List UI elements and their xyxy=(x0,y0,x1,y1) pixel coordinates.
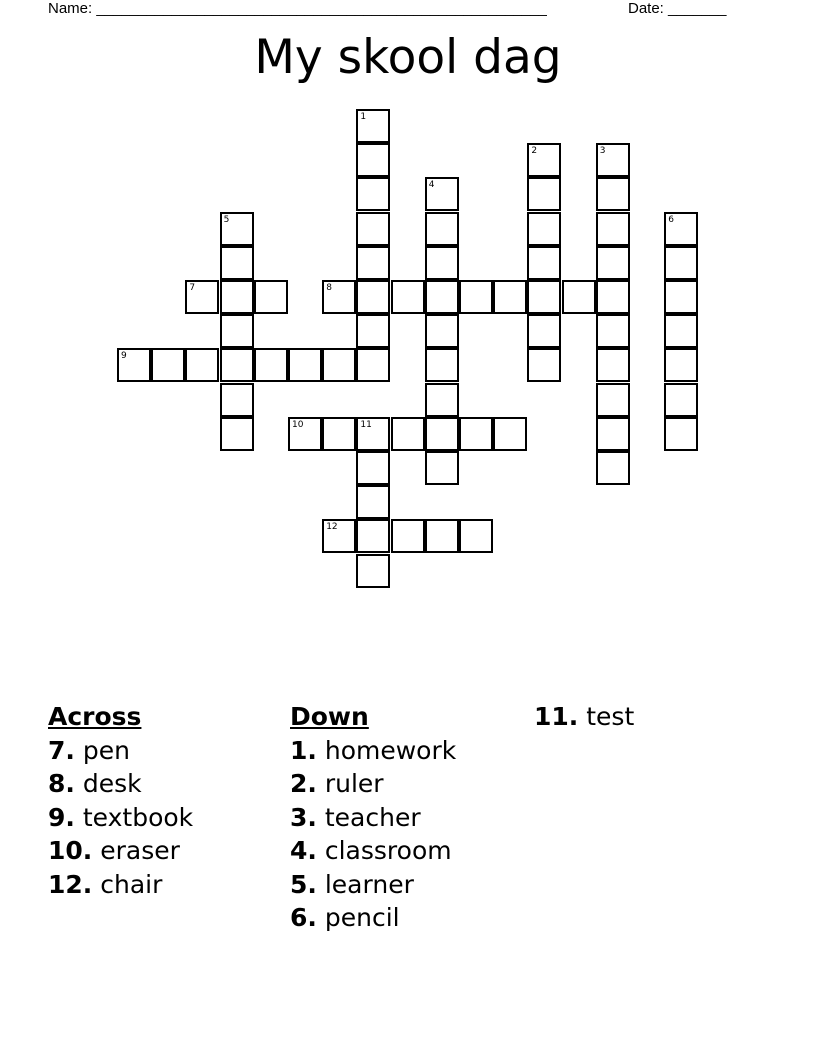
grid-cell[interactable] xyxy=(459,519,493,553)
grid-cell[interactable] xyxy=(493,280,527,314)
clue-number: 1 xyxy=(360,112,367,122)
clue-number: 12 xyxy=(326,522,338,533)
grid-cell[interactable] xyxy=(322,280,356,314)
grid-cell[interactable] xyxy=(596,314,630,348)
grid-cell[interactable] xyxy=(185,348,219,382)
across-clues xyxy=(48,700,193,901)
clue-number: 3 xyxy=(599,146,606,157)
grid-cell[interactable] xyxy=(117,348,151,382)
clue-number: 6 xyxy=(668,214,674,225)
grid-cell[interactable] xyxy=(596,212,630,246)
grid-cell[interactable] xyxy=(425,417,459,451)
grid-cell[interactable] xyxy=(527,143,561,177)
grid-cell[interactable] xyxy=(527,348,561,382)
grid-cell[interactable] xyxy=(322,348,356,382)
grid-cell[interactable] xyxy=(425,451,459,485)
grid-cell[interactable] xyxy=(356,280,390,314)
clue-number: 11 xyxy=(360,419,372,430)
clue-item: 2. ruler xyxy=(290,769,384,798)
grid-cell[interactable] xyxy=(664,246,698,280)
clue-item: 8. desk xyxy=(48,769,142,798)
grid-cell[interactable] xyxy=(596,417,630,451)
grid-cell[interactable] xyxy=(425,246,459,280)
grid-cell[interactable] xyxy=(596,280,630,314)
grid-cell[interactable] xyxy=(664,383,698,417)
grid-cell[interactable] xyxy=(425,314,459,348)
clue-number: 5 xyxy=(223,214,230,225)
clue-item: 9. textbook xyxy=(48,802,194,832)
grid-cell[interactable] xyxy=(356,314,390,348)
grid-cell[interactable] xyxy=(596,383,630,417)
grid-cell[interactable] xyxy=(356,177,390,211)
grid-cell[interactable] xyxy=(288,417,322,451)
grid-cell[interactable] xyxy=(254,348,288,382)
grid-cell[interactable] xyxy=(288,348,322,382)
grid-cell[interactable] xyxy=(254,280,288,314)
clue-item: 3. teacher xyxy=(290,802,421,832)
grid-cell[interactable] xyxy=(356,246,390,280)
date-field[interactable]: Date: _______ xyxy=(628,0,727,17)
grid-cell[interactable] xyxy=(356,451,390,485)
page-title: My skool dag xyxy=(254,30,562,85)
grid-cell[interactable] xyxy=(596,451,630,485)
grid-cell[interactable] xyxy=(220,212,254,246)
grid-cell[interactable] xyxy=(356,519,390,553)
grid-cell[interactable] xyxy=(356,485,390,519)
grid-cell[interactable] xyxy=(391,417,425,451)
down-clues-continued xyxy=(534,700,634,734)
grid-cell[interactable] xyxy=(151,348,185,382)
grid-cell[interactable] xyxy=(562,280,596,314)
name-field[interactable]: Name: ______________________________________________________ xyxy=(48,0,547,17)
grid-cell[interactable] xyxy=(356,143,390,177)
grid-cell[interactable] xyxy=(322,519,356,553)
grid-cell[interactable] xyxy=(425,348,459,382)
grid-cell[interactable] xyxy=(664,348,698,382)
grid-cell[interactable] xyxy=(664,212,698,246)
grid-cell[interactable] xyxy=(356,417,390,451)
grid-cell[interactable] xyxy=(356,212,390,246)
grid-cell[interactable] xyxy=(527,177,561,211)
clue-number: 7 xyxy=(189,283,196,293)
grid-cell[interactable] xyxy=(185,280,219,314)
grid-cell[interactable] xyxy=(664,314,698,348)
grid-cell[interactable] xyxy=(391,280,425,314)
grid-cell[interactable] xyxy=(425,383,459,417)
grid-cell[interactable] xyxy=(527,280,561,314)
grid-cell[interactable] xyxy=(493,417,527,451)
clue-number: 2 xyxy=(531,146,538,157)
clue-item: 7. pen xyxy=(48,735,130,765)
grid-cell[interactable] xyxy=(356,348,390,382)
grid-cell[interactable] xyxy=(220,383,254,417)
grid-cell[interactable] xyxy=(459,280,493,314)
clue-number: 4 xyxy=(428,180,435,191)
clue-number: 9 xyxy=(121,351,127,362)
grid-cell[interactable] xyxy=(664,417,698,451)
grid-cell[interactable] xyxy=(596,348,630,382)
grid-cell[interactable] xyxy=(425,212,459,246)
clue-number: 10 xyxy=(292,419,304,430)
grid-cell[interactable] xyxy=(596,143,630,177)
grid-cell[interactable] xyxy=(391,519,425,553)
grid-cell[interactable] xyxy=(596,246,630,280)
grid-cell[interactable] xyxy=(220,348,254,382)
clue-item: 5. learner xyxy=(290,869,414,899)
grid-cell[interactable] xyxy=(220,280,254,314)
grid-cell[interactable] xyxy=(527,212,561,246)
grid-cell[interactable] xyxy=(220,314,254,348)
grid-cell[interactable] xyxy=(322,417,356,451)
clue-item: 12. chair xyxy=(48,869,163,899)
clue-item: 11. test xyxy=(534,702,635,731)
clue-number: 8 xyxy=(326,283,332,293)
down-clues xyxy=(290,700,456,935)
across-heading: Across xyxy=(48,702,142,731)
grid-cell[interactable] xyxy=(220,417,254,451)
grid-cell[interactable] xyxy=(425,519,459,553)
grid-cell[interactable] xyxy=(425,280,459,314)
down-heading: Down xyxy=(290,702,369,731)
clue-item: 4. classroom xyxy=(290,836,452,865)
grid-cell[interactable] xyxy=(596,177,630,211)
grid-cell[interactable] xyxy=(527,314,561,348)
grid-cell[interactable] xyxy=(356,554,390,588)
grid-cell[interactable] xyxy=(459,417,493,451)
grid-cell[interactable] xyxy=(527,246,561,280)
grid-cell[interactable] xyxy=(356,109,390,143)
clue-item: 6. pencil xyxy=(290,903,400,932)
grid-cell[interactable] xyxy=(425,177,459,211)
grid-cell[interactable] xyxy=(220,246,254,280)
grid-cell[interactable] xyxy=(664,280,698,314)
clue-item: 1. homework xyxy=(290,735,457,765)
clue-item: 10. eraser xyxy=(48,836,180,865)
